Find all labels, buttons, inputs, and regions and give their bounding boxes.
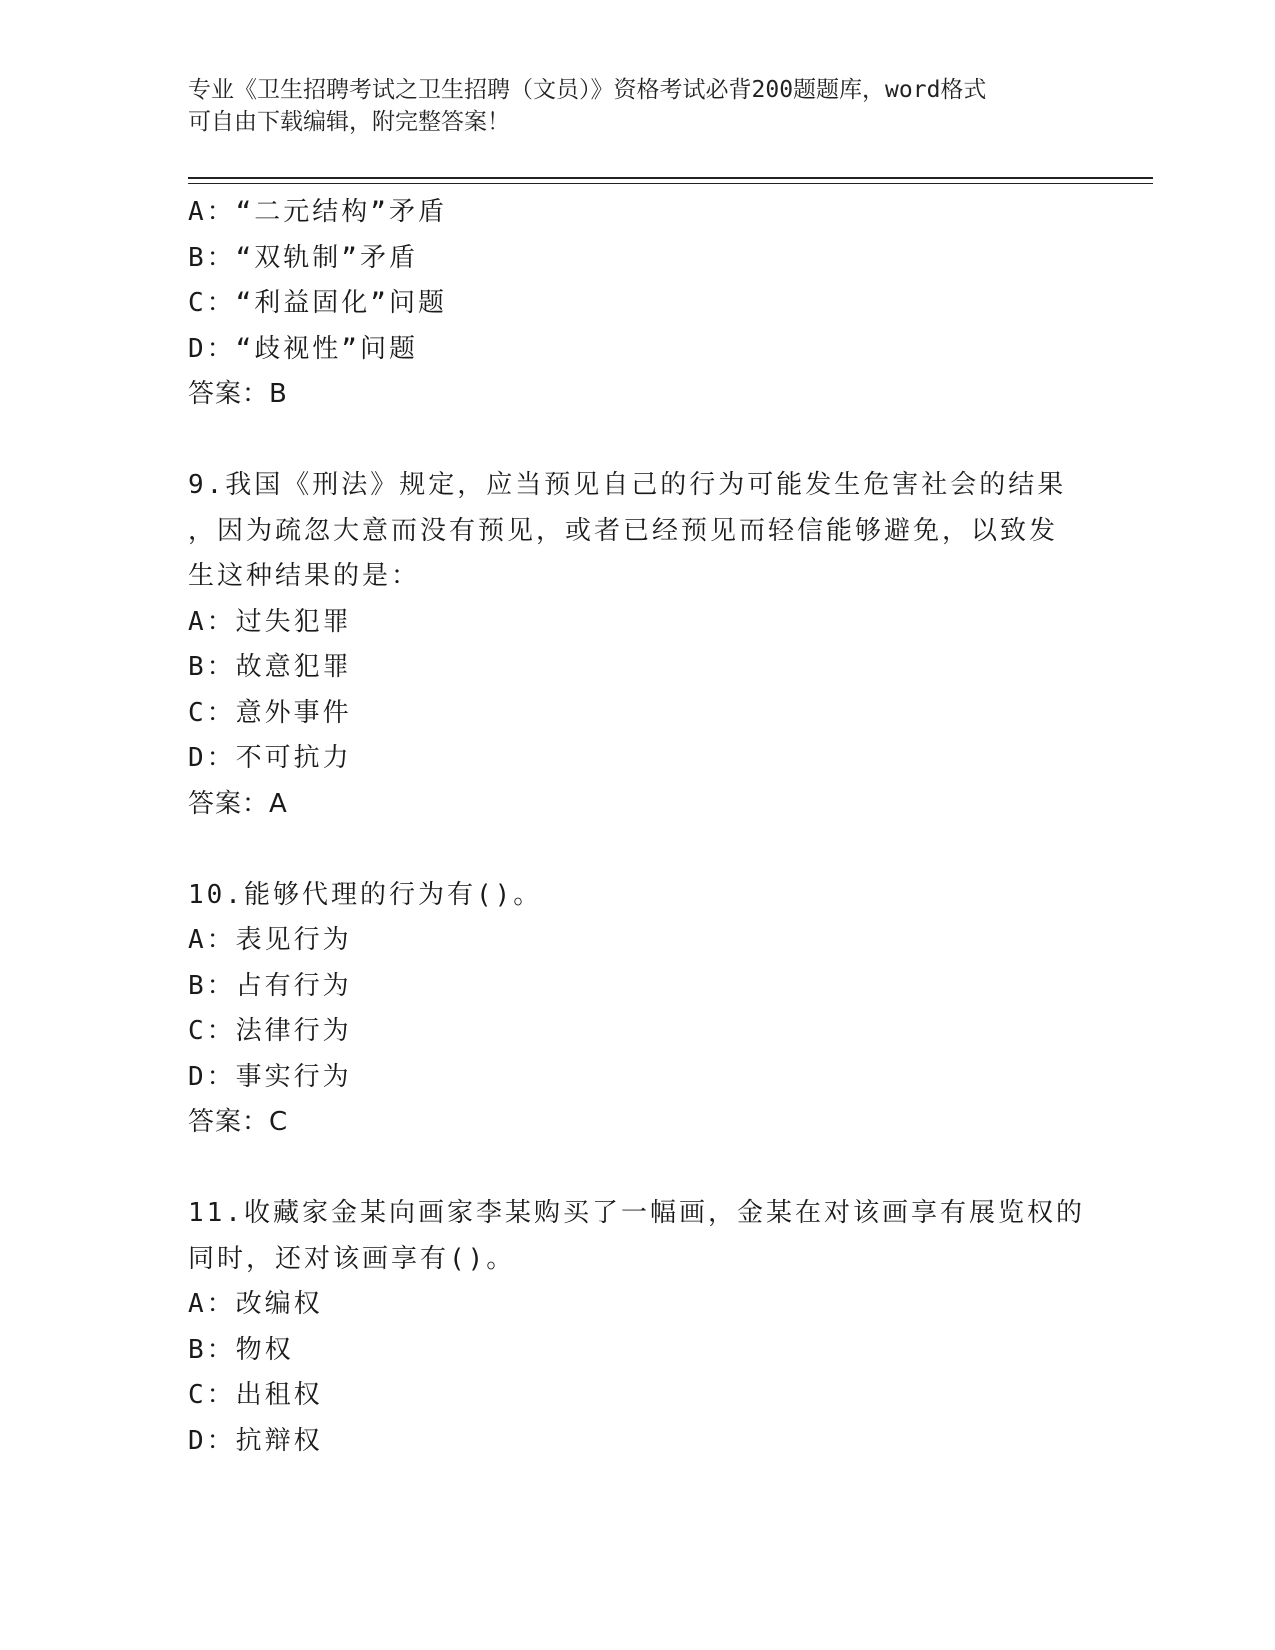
question-stem-line: 生这种结果的是： [188, 561, 421, 591]
option-c: C：意外事件 [188, 697, 352, 728]
header-title-line-1: 专业《卫生招聘考试之卫生招聘（文员）》资格考试必背200题题库，word格式 [188, 77, 987, 103]
question-list [188, 190, 1088, 1464]
option-d: D：“歧视性”问题 [188, 333, 418, 364]
question-9 [188, 463, 1088, 827]
answer-line: 答案：A [188, 788, 288, 819]
answer-line: 答案：C [188, 1107, 289, 1137]
option-c: C：法律行为 [188, 1016, 352, 1046]
question-10 [188, 873, 1088, 1146]
question-stem-line: 同时，还对该画享有()。 [188, 1243, 516, 1274]
option-b: B：故意犯罪 [188, 652, 352, 682]
option-b: B：“双轨制”矛盾 [188, 242, 418, 273]
question-stem-line: 11.收藏家金某向画家李某购买了一幅画，金某在对该画享有展览权的 [188, 1198, 1085, 1228]
option-a: A：“二元结构”矛盾 [188, 197, 447, 227]
question-11 [188, 1191, 1088, 1464]
option-d: D：不可抗力 [188, 743, 352, 773]
option-b: B：物权 [188, 1334, 294, 1365]
question-stem-line: ，因为疏忽大意而没有预见，或者已经预见而轻信能够避免，以致发 [188, 515, 1059, 546]
option-a: A：过失犯罪 [188, 606, 352, 637]
document-header [188, 74, 1088, 138]
header-title-line-2: 可自由下载编辑，附完整答案！ [188, 109, 510, 135]
option-d: D：抗辩权 [188, 1425, 323, 1456]
question-8-continued [188, 190, 1088, 418]
option-c: C：“利益固化”问题 [188, 288, 447, 318]
question-stem-line: 9.我国《刑法》规定，应当预见自己的行为可能发生危害社会的结果 [188, 470, 1067, 500]
question-stem-line: 10.能够代理的行为有()。 [188, 879, 543, 910]
header-rule-thick [188, 177, 1153, 179]
option-c: C：出租权 [188, 1380, 323, 1410]
answer-line: 答案：B [188, 379, 288, 409]
header-rule-thin [188, 183, 1153, 184]
option-a: A：表见行为 [188, 925, 352, 955]
option-d: D：事实行为 [188, 1061, 352, 1092]
option-a: A：改编权 [188, 1289, 323, 1319]
option-b: B：占有行为 [188, 970, 352, 1001]
